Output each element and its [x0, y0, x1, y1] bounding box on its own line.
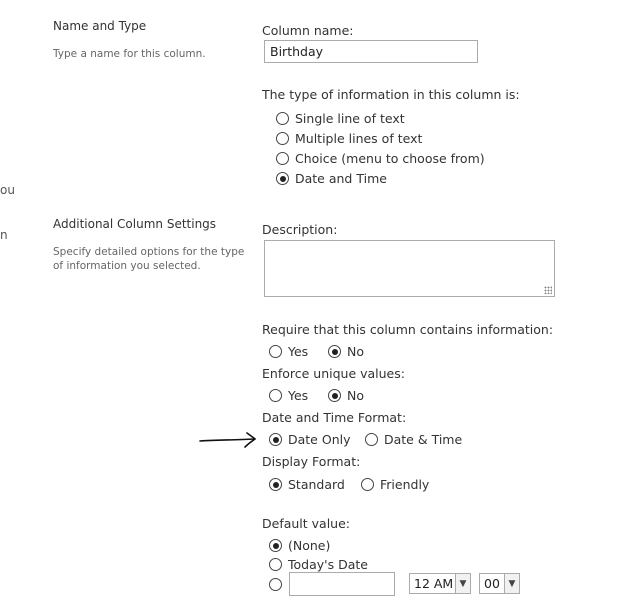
- unique-no-option[interactable]: No: [328, 388, 364, 403]
- default-today-option[interactable]: Today's Date: [269, 557, 368, 572]
- left-edge-text-fragment: n: [0, 228, 8, 242]
- type-option-date-and-time[interactable]: Date and Time: [276, 171, 387, 186]
- radio-button-selected[interactable]: [269, 539, 282, 552]
- radio-button[interactable]: [365, 433, 378, 446]
- additional-settings-title: Additional Column Settings: [53, 217, 217, 231]
- name-and-type-description: Type a name for this column.: [53, 48, 206, 60]
- default-date-input[interactable]: [289, 572, 395, 596]
- column-name-label: Column name:: [262, 23, 354, 38]
- type-option-multiple-lines[interactable]: Multiple lines of text: [276, 131, 422, 146]
- default-none-option[interactable]: (None): [269, 538, 330, 553]
- radio-button-selected[interactable]: [269, 433, 282, 446]
- radio-button-selected[interactable]: [269, 478, 282, 491]
- info-type-label: The type of information in this column is:: [262, 87, 520, 102]
- radio-button[interactable]: [269, 389, 282, 402]
- radio-button-selected[interactable]: [276, 172, 289, 185]
- standard-option[interactable]: Standard: [269, 477, 345, 492]
- radio-button[interactable]: [269, 558, 282, 571]
- datetime-format-label: Date and Time Format:: [262, 410, 407, 425]
- arrow-annotation-icon: [198, 430, 260, 450]
- date-only-option[interactable]: Date Only: [269, 432, 350, 447]
- left-edge-text-fragment: ou: [0, 183, 15, 197]
- chevron-down-icon[interactable]: ▼: [455, 574, 470, 593]
- minute-select[interactable]: 00 ▼: [479, 573, 520, 594]
- additional-settings-description: of information you selected.: [53, 260, 201, 272]
- date-and-time-option[interactable]: Date & Time: [365, 432, 462, 447]
- require-yes-option[interactable]: Yes: [269, 344, 308, 359]
- radio-button[interactable]: [361, 478, 374, 491]
- unique-yes-option[interactable]: Yes: [269, 388, 308, 403]
- resize-grip-icon[interactable]: [544, 286, 552, 294]
- description-label: Description:: [262, 222, 338, 237]
- radio-button-selected[interactable]: [328, 345, 341, 358]
- radio-button[interactable]: [276, 112, 289, 125]
- hour-select[interactable]: 12 AM ▼: [409, 573, 471, 594]
- display-format-label: Display Format:: [262, 454, 361, 469]
- additional-settings-description: Specify detailed options for the type: [53, 246, 245, 258]
- type-option-choice[interactable]: Choice (menu to choose from): [276, 151, 485, 166]
- name-and-type-title: Name and Type: [53, 19, 147, 33]
- default-value-label: Default value:: [262, 516, 351, 531]
- radio-button[interactable]: [269, 345, 282, 358]
- default-specific-date-option[interactable]: [269, 578, 288, 591]
- require-no-option[interactable]: No: [328, 344, 364, 359]
- radio-button-selected[interactable]: [328, 389, 341, 402]
- type-option-single-line[interactable]: Single line of text: [276, 111, 405, 126]
- radio-button[interactable]: [276, 132, 289, 145]
- unique-label: Enforce unique values:: [262, 366, 405, 381]
- require-label: Require that this column contains information:: [262, 322, 554, 337]
- friendly-option[interactable]: Friendly: [361, 477, 429, 492]
- radio-button[interactable]: [276, 152, 289, 165]
- column-name-input[interactable]: Birthday: [264, 40, 478, 63]
- description-textarea[interactable]: [264, 240, 555, 297]
- chevron-down-icon[interactable]: ▼: [504, 574, 519, 593]
- radio-button[interactable]: [269, 578, 282, 591]
